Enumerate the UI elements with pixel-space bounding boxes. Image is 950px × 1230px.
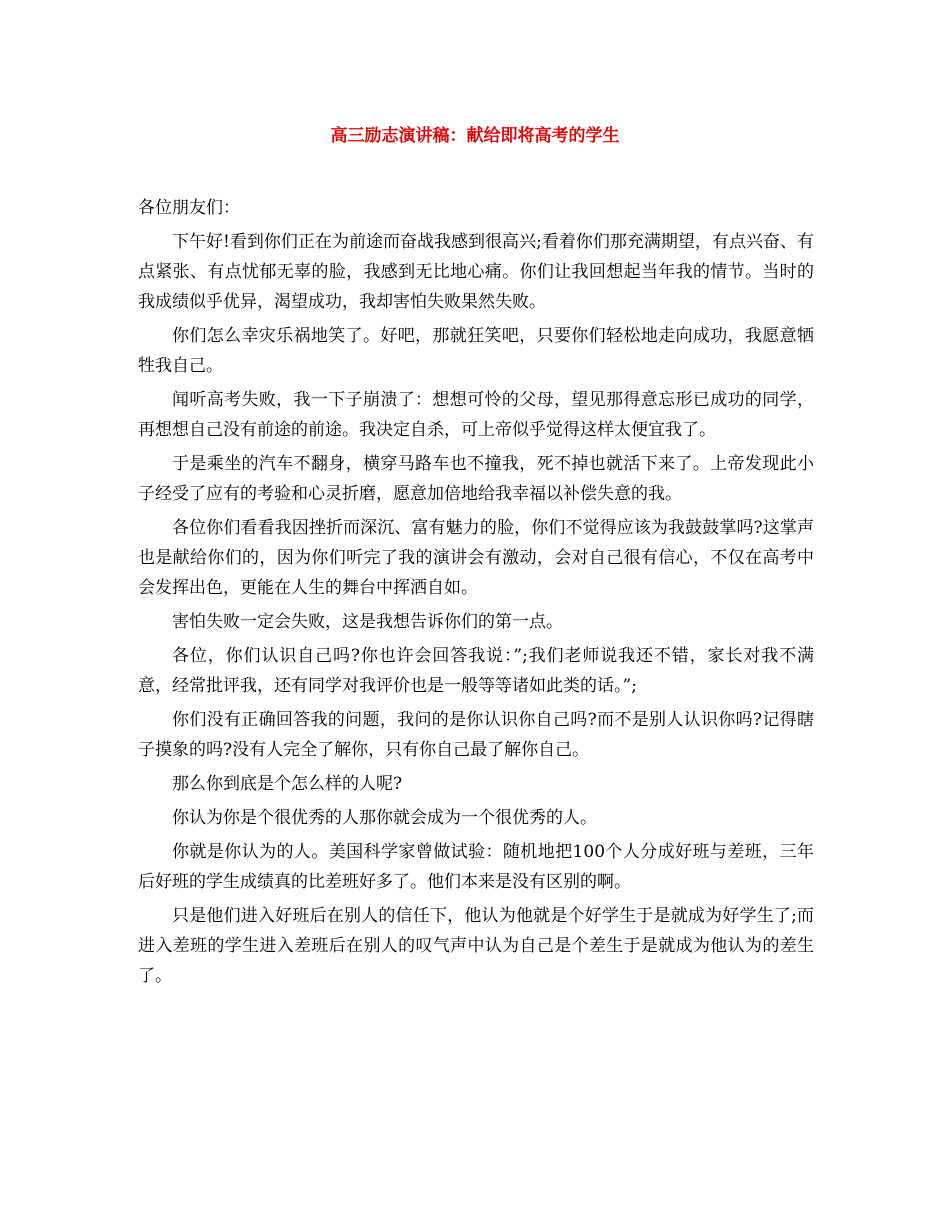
paragraph: 你就是你认为的人。美国科学家曾做试验：随机地把100个人分成好班与差班，三年后好班的学生成绩真的比差班好多了。他们本来是没有区别的啊。 bbox=[138, 842, 814, 892]
paragraph: 你们没有正确回答我的问题，我问的是你认识你自己吗?而不是别人认识你吗?记得瞎子摸象的吗?没有人完全了解你，只有你自己最了解你自己。 bbox=[138, 710, 814, 760]
salutation: 各位朋友们： bbox=[138, 198, 240, 218]
paragraph: 各位，你们认识自己吗?你也许会回答我说：”;我们老师说我还不错，家长对我不满意，经常批评我，还有同学对我评价也是一般等等诸如此类的话。”; bbox=[138, 646, 814, 696]
paragraph: 你们怎么幸灾乐祸地笑了。好吧，那就狂笑吧，只要你们轻松地走向成功，我愿意牺牲我自己。 bbox=[138, 326, 814, 376]
paragraph: 下午好!看到你们正在为前途而奋战我感到很高兴;看着你们那充满期望，有点兴奋、有点紧张、有点忧郁无辜的脸，我感到无比地心痛。你们让我回想起当年我的情节。当时的我成绩似乎优异，渴望成功，我却害怕失败果然失败。 bbox=[138, 232, 814, 312]
paragraph: 各位你们看看我因挫折而深沉、富有魅力的脸，你们不觉得应该为我鼓鼓掌吗?这掌声也是献给你们的，因为你们听完了我的演讲会有激动，会对自己很有信心，不仅在高考中会发挥出色，更能在人生的舞台中挥洒自如。 bbox=[138, 518, 814, 598]
paragraph: 那么你到底是个怎么样的人呢? bbox=[172, 774, 403, 794]
page-title: 高三励志演讲稿：献给即将高考的学生 bbox=[330, 126, 620, 146]
paragraph: 害怕失败一定会失败，这是我想告诉你们的第一点。 bbox=[172, 612, 563, 632]
document-body bbox=[138, 193, 814, 995]
paragraph: 只是他们进入好班后在别人的信任下，他认为他就是个好学生于是就成为好学生了;而进入差班的学生进入差班后在别人的叹气声中认为自己是个差生于是就成为他认为的差生了。 bbox=[138, 906, 814, 986]
paragraph: 闻听高考失败，我一下子崩溃了：想想可怜的父母，望见那得意忘形已成功的同学，再想想自己没有前途的前途。我决定自杀，可上帝似乎觉得这样太便宜我了。 bbox=[138, 390, 814, 440]
paragraph: 你认为你是个很优秀的人那你就会成为一个很优秀的人。 bbox=[172, 808, 597, 828]
paragraph: 于是乘坐的汽车不翻身，横穿马路车也不撞我，死不掉也就活下来了。上帝发现此小子经受了应有的考验和心灵折磨，愿意加倍地给我幸福以补偿失意的我。 bbox=[138, 454, 814, 504]
